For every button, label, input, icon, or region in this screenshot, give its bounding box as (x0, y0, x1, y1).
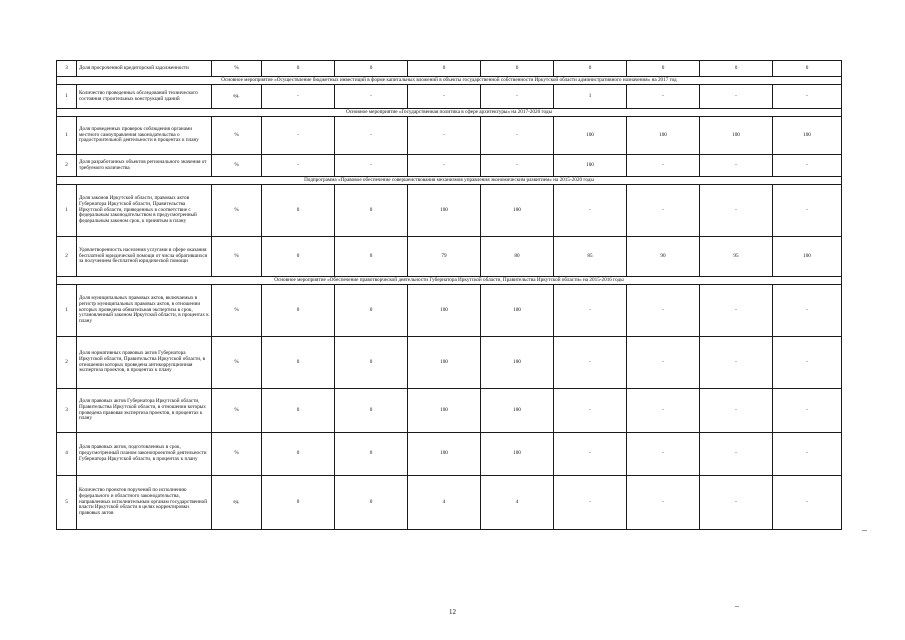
unit-cell: ед. (212, 85, 262, 109)
value-cell: 100 (554, 117, 627, 155)
value-cell: - (335, 85, 408, 109)
value-cell: 0 (627, 61, 700, 77)
value-cell: 100 (481, 433, 554, 476)
unit-cell: % (212, 117, 262, 155)
section-title: Основное мероприятие «Обеспечение правотворческой деятельности Губернатора Иркутской области, Правительства Иркутской области» на 2015-2016 годы (57, 277, 842, 285)
indicator-row (57, 117, 842, 155)
indicator-row (57, 433, 842, 476)
value-cell: 85 (554, 237, 627, 277)
row-number: 4 (57, 433, 77, 476)
value-cell: - (773, 476, 842, 530)
value-cell: 0 (408, 61, 481, 77)
indicator-name: Удовлетворенность населения услугами в сфере оказания бесплатной юридической помощи от числа обратившихся за получением бесплатной юридической помощи (77, 237, 212, 277)
value-cell: - (773, 389, 842, 433)
value-cell: - (700, 85, 773, 109)
row-number: 1 (57, 85, 77, 109)
value-cell: - (554, 185, 627, 237)
indicator-name: Доля законов Иркутской области, правовых актов Губернатора Иркутской области, Правительства Иркутской области, приведенных в соответствие с федеральным законодательством в предусмотренный федеральным законом срок, к принятым в плану (77, 185, 212, 237)
value-cell: - (408, 85, 481, 109)
value-cell: 100 (408, 337, 481, 389)
value-cell: 0 (262, 185, 335, 237)
value-cell: 100 (700, 117, 773, 155)
value-cell: 100 (773, 237, 842, 277)
value-cell: 100 (481, 185, 554, 237)
indicator-table (56, 60, 842, 530)
value-cell: 0 (262, 433, 335, 476)
row-number: 2 (57, 155, 77, 177)
indicator-name: Доля разработанных объектов регионального значения от требуемого количества (77, 155, 212, 177)
value-cell: - (627, 155, 700, 177)
row-number: 1 (57, 285, 77, 337)
indicator-name: Доля проведенных проверок соблюдения органами местного самоуправления законодательства о градостроительной деятельности в процентах к плану (77, 117, 212, 155)
value-cell: - (700, 155, 773, 177)
unit-cell: % (212, 389, 262, 433)
value-cell: 100 (408, 389, 481, 433)
section-header-row (57, 77, 842, 85)
value-cell: - (700, 185, 773, 237)
indicator-row (57, 155, 842, 177)
value-cell: - (481, 85, 554, 109)
indicator-row (57, 337, 842, 389)
value-cell: - (700, 389, 773, 433)
value-cell: - (554, 476, 627, 530)
unit-cell: % (212, 285, 262, 337)
indicator-row (57, 185, 842, 237)
unit-cell: % (212, 185, 262, 237)
row-number: 2 (57, 237, 77, 277)
row-number: 5 (57, 476, 77, 530)
value-cell: 0 (262, 61, 335, 77)
value-cell: 0 (262, 285, 335, 337)
section-title: Подпрограмма «Правовое обеспечение совершенствования механизмов управления экономическим развитием» на 2015-2020 годы (57, 177, 842, 185)
value-cell: 0 (262, 389, 335, 433)
indicator-row (57, 237, 842, 277)
value-cell: 0 (262, 476, 335, 530)
value-cell: - (627, 389, 700, 433)
section-header-row (57, 277, 842, 285)
value-cell: - (773, 155, 842, 177)
indicator-row (57, 85, 842, 109)
row-number: 1 (57, 117, 77, 155)
value-cell: - (627, 337, 700, 389)
value-cell: - (773, 85, 842, 109)
value-cell: 0 (481, 61, 554, 77)
value-cell: 0 (335, 237, 408, 277)
unit-cell: % (212, 155, 262, 177)
value-cell: 95 (700, 237, 773, 277)
value-cell: 0 (335, 389, 408, 433)
indicator-name: Доля муниципальных правовых актов, включаемых в регистр муниципальных правовых актов, в отношении которых проведена обязательная экспертиза в срок, установленный законом Иркутской области, в процентах к плану (77, 285, 212, 337)
value-cell: 100 (408, 185, 481, 237)
row-number: 1 (57, 185, 77, 237)
value-cell: - (481, 155, 554, 177)
value-cell: - (700, 433, 773, 476)
unit-cell: % (212, 433, 262, 476)
row-number: 2 (57, 337, 77, 389)
section-header-row (57, 177, 842, 185)
value-cell: 0 (700, 61, 773, 77)
indicator-row (57, 476, 842, 530)
value-cell: 0 (335, 185, 408, 237)
value-cell: - (262, 155, 335, 177)
value-cell: - (773, 433, 842, 476)
value-cell: - (773, 185, 842, 237)
value-cell: 90 (627, 237, 700, 277)
indicator-name: Доля правовых актов, подготовленных в срок, предусмотренный планом законопроектной деятельности Губернатора Иркутской области, в процентах к плану (77, 433, 212, 476)
value-cell: 100 (554, 155, 627, 177)
value-cell: 0 (262, 337, 335, 389)
value-cell: 0 (773, 61, 842, 77)
value-cell: - (627, 285, 700, 337)
page-number: 12 (449, 608, 456, 616)
value-cell: 0 (335, 476, 408, 530)
value-cell: - (335, 155, 408, 177)
value-cell: - (627, 185, 700, 237)
indicator-row (57, 61, 842, 77)
value-cell: - (773, 285, 842, 337)
value-cell: 100 (773, 117, 842, 155)
unit-cell: ед. (212, 476, 262, 530)
value-cell: 0 (335, 61, 408, 77)
value-cell: 100 (481, 389, 554, 433)
value-cell: 100 (408, 433, 481, 476)
value-cell: - (627, 85, 700, 109)
section-title: Основное мероприятие «Государственная политика в сфере архитектуры» на 2017-2020 годы (57, 109, 842, 117)
section-title: Основное мероприятие «Осуществление бюджетных инвестиций в форме капитальных вложений в объекты государственной собственности Иркутской области административного назначения» на 2017 год (57, 77, 842, 85)
value-cell: 0 (335, 285, 408, 337)
indicator-name: Количество проектов поручений по исполнению федерального и областного законодательства, направленных исполнительным органам государственной власти Иркутской области в целях корректировки правовых актов (77, 476, 212, 530)
unit-cell: % (212, 237, 262, 277)
value-cell: 100 (627, 117, 700, 155)
indicator-name: Доля нормативных правовых актов Губернатора Иркутской области, Правительства Иркутской области, в отношении которых проведена антикоррупционная экспертиза проектов, в процентах к плану (77, 337, 212, 389)
value-cell: - (700, 476, 773, 530)
value-cell: 0 (335, 337, 408, 389)
value-cell: 80 (481, 237, 554, 277)
scan-mark (862, 530, 867, 531)
value-cell: - (335, 117, 408, 155)
value-cell: - (627, 476, 700, 530)
value-cell: - (262, 85, 335, 109)
value-cell: 1 (554, 85, 627, 109)
value-cell: - (554, 337, 627, 389)
row-number: 3 (57, 61, 77, 77)
value-cell: - (408, 155, 481, 177)
value-cell: - (700, 285, 773, 337)
indicator-name: Доля просроченной кредиторской задолженности (77, 61, 212, 77)
value-cell: 100 (408, 285, 481, 337)
indicator-row (57, 389, 842, 433)
value-cell: - (627, 433, 700, 476)
indicator-name: Доля правовых актов Губернатора Иркутской области, Правительства Иркутской области, в отношении которых проведена правовая экспертиза проектов, в процентах к плану (77, 389, 212, 433)
indicator-row (57, 285, 842, 337)
value-cell: 100 (481, 285, 554, 337)
value-cell: 0 (335, 433, 408, 476)
value-cell: - (700, 337, 773, 389)
value-cell: 0 (554, 61, 627, 77)
unit-cell: % (212, 337, 262, 389)
value-cell: - (262, 117, 335, 155)
value-cell: 4 (481, 476, 554, 530)
section-header-row (57, 109, 842, 117)
value-cell: - (554, 285, 627, 337)
value-cell: - (554, 433, 627, 476)
unit-cell: % (212, 61, 262, 77)
value-cell: 0 (262, 237, 335, 277)
value-cell: - (481, 117, 554, 155)
value-cell: 79 (408, 237, 481, 277)
value-cell: - (408, 117, 481, 155)
value-cell: 100 (481, 337, 554, 389)
scan-mark (735, 606, 739, 607)
row-number: 3 (57, 389, 77, 433)
value-cell: 4 (408, 476, 481, 530)
value-cell: - (773, 337, 842, 389)
indicator-name: Количество проведенных обследований технического состояния строительных конструкций зданий (77, 85, 212, 109)
value-cell: - (554, 389, 627, 433)
